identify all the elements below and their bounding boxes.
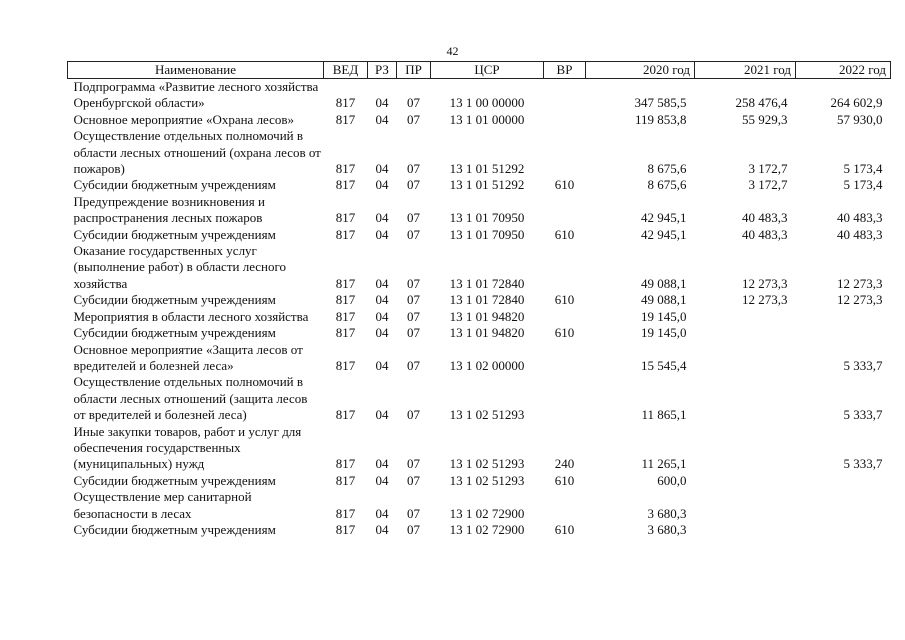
row-pr: 07: [407, 111, 420, 127]
row-name: Иные закупки товаров, работ и услуг для обеспечения государственных (муниципальных) нужд: [73, 423, 302, 472]
row-ved: 817: [335, 177, 356, 193]
row-name: Субсидии бюджетным учреждениям: [73, 325, 276, 341]
row-name: Осуществление отдельных полномочий в области лесных отношений (охрана лесов от пожаров): [73, 128, 321, 177]
row-csr: 13 1 01 51292: [449, 177, 525, 193]
row-value-2020: 11 265,1: [641, 456, 687, 472]
row-ved: 817: [335, 111, 356, 127]
page-number: 42: [446, 44, 459, 58]
header-2020: 2020 год: [586, 62, 695, 79]
row-pr: 07: [407, 308, 420, 324]
row-value-2021: [695, 374, 796, 423]
row-csr: 13 1 00 00000: [449, 95, 525, 111]
row-ved: 817: [335, 275, 356, 291]
row-value-2022: 5 173,4: [843, 177, 883, 193]
row-rz: 04: [375, 95, 389, 111]
row-value-2020: 19 145,0: [641, 308, 687, 324]
row-vr: [544, 243, 586, 292]
row-value-2022: 40 483,3: [837, 226, 883, 242]
row-rz: 04: [375, 325, 389, 341]
row-value-2022: 5 333,7: [843, 357, 883, 373]
row-rz: 04: [375, 456, 389, 472]
table-row: [68, 342, 891, 375]
table-row: [68, 177, 891, 193]
row-value-2022: 5 333,7: [843, 456, 883, 472]
row-csr: 13 1 01 00000: [449, 111, 525, 127]
row-value-2021: [695, 489, 796, 522]
row-rz: 04: [375, 111, 389, 127]
row-name: Субсидии бюджетным учреждениям: [73, 177, 276, 193]
row-name: Основное мероприятие «Защита лесов от вредителей и болезней леса»: [73, 341, 303, 373]
row-value-2022: 5 333,7: [843, 407, 883, 423]
row-value-2022: 264 602,9: [830, 95, 883, 111]
header-rz: РЗ: [368, 62, 397, 79]
row-ved: 817: [335, 292, 356, 308]
row-ved: 817: [335, 456, 356, 472]
header-name: Наименование: [68, 62, 324, 79]
header-2021: 2021 год: [695, 62, 796, 79]
row-value-2020: 15 545,4: [641, 357, 687, 373]
row-vr: [544, 489, 586, 522]
row-rz: 04: [375, 407, 389, 423]
row-value-2021: 258 476,4: [735, 95, 788, 111]
row-pr: 07: [407, 357, 420, 373]
row-pr: 07: [407, 292, 420, 308]
row-value-2022: 57 930,0: [837, 111, 883, 127]
table-header: [68, 62, 891, 79]
row-vr: 610: [554, 521, 575, 537]
row-csr: 13 1 01 51292: [449, 161, 525, 177]
row-name: Субсидии бюджетным учреждениям: [73, 292, 276, 308]
row-ved: 817: [335, 521, 356, 537]
row-value-2020: 3 680,3: [647, 521, 687, 537]
table-row: [68, 374, 891, 423]
row-name: Субсидии бюджетным учреждениям: [73, 226, 276, 242]
row-pr: 07: [407, 407, 420, 423]
row-vr: 610: [554, 325, 575, 341]
row-rz: 04: [375, 275, 389, 291]
header-ved: ВЕД: [324, 62, 368, 79]
row-value-2021: 55 929,3: [742, 111, 788, 127]
table-row: [68, 128, 891, 177]
row-value-2020: 119 853,8: [634, 111, 687, 127]
row-ved: 817: [335, 325, 356, 341]
row-pr: 07: [407, 161, 420, 177]
row-pr: 07: [407, 275, 420, 291]
row-ved: 817: [335, 505, 356, 521]
table-row: [68, 325, 891, 341]
table-row: [68, 227, 891, 243]
row-rz: 04: [375, 161, 389, 177]
row-value-2022: [796, 489, 891, 522]
row-value-2020: 8 675,6: [647, 177, 687, 193]
row-value-2022: [796, 325, 891, 341]
row-name: Осуществление мер санитарной безопасности в лесах: [73, 489, 252, 521]
row-ved: 817: [335, 407, 356, 423]
row-pr: 07: [407, 521, 420, 537]
header-pr: ПР: [397, 62, 431, 79]
row-csr: 13 1 02 51293: [449, 472, 525, 488]
table-row: [68, 292, 891, 308]
row-vr: [544, 128, 586, 177]
row-value-2021: 12 273,3: [742, 275, 788, 291]
row-ved: 817: [335, 226, 356, 242]
row-pr: 07: [407, 177, 420, 193]
table-row: [68, 473, 891, 489]
row-ved: 817: [335, 472, 356, 488]
row-rz: 04: [375, 472, 389, 488]
row-vr: 610: [554, 472, 575, 488]
row-value-2021: 3 172,7: [748, 177, 788, 193]
row-rz: 04: [375, 357, 389, 373]
row-rz: 04: [375, 177, 389, 193]
row-csr: 13 1 02 51293: [449, 407, 525, 423]
row-ved: 817: [335, 95, 356, 111]
row-value-2020: 600,0: [657, 472, 687, 488]
row-name: Предупреждение возникновения и распространения лесных пожаров: [73, 193, 265, 226]
row-csr: 13 1 01 72840: [449, 292, 525, 308]
row-vr: [544, 194, 586, 227]
row-value-2022: 5 173,4: [843, 161, 883, 177]
row-csr: 13 1 02 72900: [449, 505, 525, 521]
table-row: [68, 309, 891, 325]
row-name: Субсидии бюджетным учреждениям: [73, 472, 276, 488]
row-pr: 07: [407, 95, 420, 111]
row-ved: 817: [335, 210, 356, 226]
row-name: Субсидии бюджетным учреждениям: [73, 521, 276, 537]
row-vr: 610: [554, 292, 575, 308]
row-vr: 240: [554, 456, 575, 472]
row-pr: 07: [407, 325, 420, 341]
table-row: [68, 79, 891, 112]
row-value-2021: [695, 522, 796, 538]
table-row: [68, 194, 891, 227]
row-value-2022: 12 273,3: [837, 275, 883, 291]
row-pr: 07: [407, 472, 420, 488]
row-csr: 13 1 02 51293: [449, 456, 525, 472]
table-row: [68, 112, 891, 128]
budget-table: [67, 61, 891, 538]
row-ved: 817: [335, 161, 356, 177]
row-name: Оказание государственных услуг (выполнение работ) в области лесного хозяйства: [73, 243, 287, 291]
row-vr: [544, 374, 586, 423]
row-value-2021: [695, 342, 796, 375]
row-value-2022: 40 483,3: [837, 210, 883, 226]
row-vr: [544, 309, 586, 325]
table-row: [68, 522, 891, 538]
row-pr: 07: [407, 456, 420, 472]
row-vr: 610: [554, 226, 575, 242]
row-rz: 04: [375, 210, 389, 226]
row-value-2020: 8 675,6: [647, 161, 687, 177]
row-value-2020: 3 680,3: [647, 505, 687, 521]
row-csr: 13 1 02 72900: [449, 521, 525, 537]
row-vr: [544, 79, 586, 112]
row-name: Осуществление отдельных полномочий в области лесных отношений (защита лесов от вредителей и болезней леса): [73, 374, 308, 423]
row-ved: 817: [335, 308, 356, 324]
header-vr: ВР: [544, 62, 586, 79]
row-csr: 13 1 02 00000: [449, 357, 525, 373]
table-row: [68, 243, 891, 292]
row-value-2021: 40 483,3: [742, 226, 788, 242]
row-vr: 610: [554, 177, 575, 193]
row-csr: 13 1 01 72840: [449, 275, 525, 291]
row-value-2022: 12 273,3: [837, 292, 883, 308]
row-value-2021: 12 273,3: [742, 292, 788, 308]
row-vr: [544, 112, 586, 128]
row-csr: 13 1 01 70950: [449, 210, 525, 226]
row-value-2020: 347 585,5: [634, 95, 687, 111]
row-value-2020: 19 145,0: [641, 325, 687, 341]
row-pr: 07: [407, 226, 420, 242]
table-row: [68, 424, 891, 473]
row-value-2020: 49 088,1: [641, 292, 687, 308]
row-csr: 13 1 01 94820: [449, 325, 525, 341]
row-value-2020: 42 945,1: [641, 210, 687, 226]
row-vr: [544, 342, 586, 375]
row-value-2021: 3 172,7: [748, 161, 788, 177]
row-name: Мероприятия в области лесного хозяйства: [73, 308, 309, 324]
row-value-2021: [695, 325, 796, 341]
row-rz: 04: [375, 226, 389, 242]
row-pr: 07: [407, 505, 420, 521]
row-pr: 07: [407, 210, 420, 226]
row-value-2021: [695, 473, 796, 489]
row-value-2022: [796, 522, 891, 538]
row-value-2020: 42 945,1: [641, 226, 687, 242]
row-value-2022: [796, 309, 891, 325]
row-rz: 04: [375, 505, 389, 521]
table-body: [68, 79, 891, 539]
row-value-2020: 49 088,1: [641, 275, 687, 291]
row-name: Основное мероприятие «Охрана лесов»: [73, 111, 295, 127]
row-value-2020: 11 865,1: [641, 407, 687, 423]
row-name: Подпрограмма «Развитие лесного хозяйства Оренбургской области»: [73, 79, 319, 111]
table-row: [68, 489, 891, 522]
row-value-2022: [796, 473, 891, 489]
row-value-2021: 40 483,3: [742, 210, 788, 226]
row-ved: 817: [335, 357, 356, 373]
row-csr: 13 1 01 70950: [449, 226, 525, 242]
row-rz: 04: [375, 308, 389, 324]
row-rz: 04: [375, 292, 389, 308]
header-csr: ЦСР: [431, 62, 544, 79]
header-2022: 2022 год: [796, 62, 891, 79]
row-value-2021: [695, 309, 796, 325]
row-value-2021: [695, 424, 796, 473]
row-rz: 04: [375, 521, 389, 537]
row-csr: 13 1 01 94820: [449, 308, 525, 324]
